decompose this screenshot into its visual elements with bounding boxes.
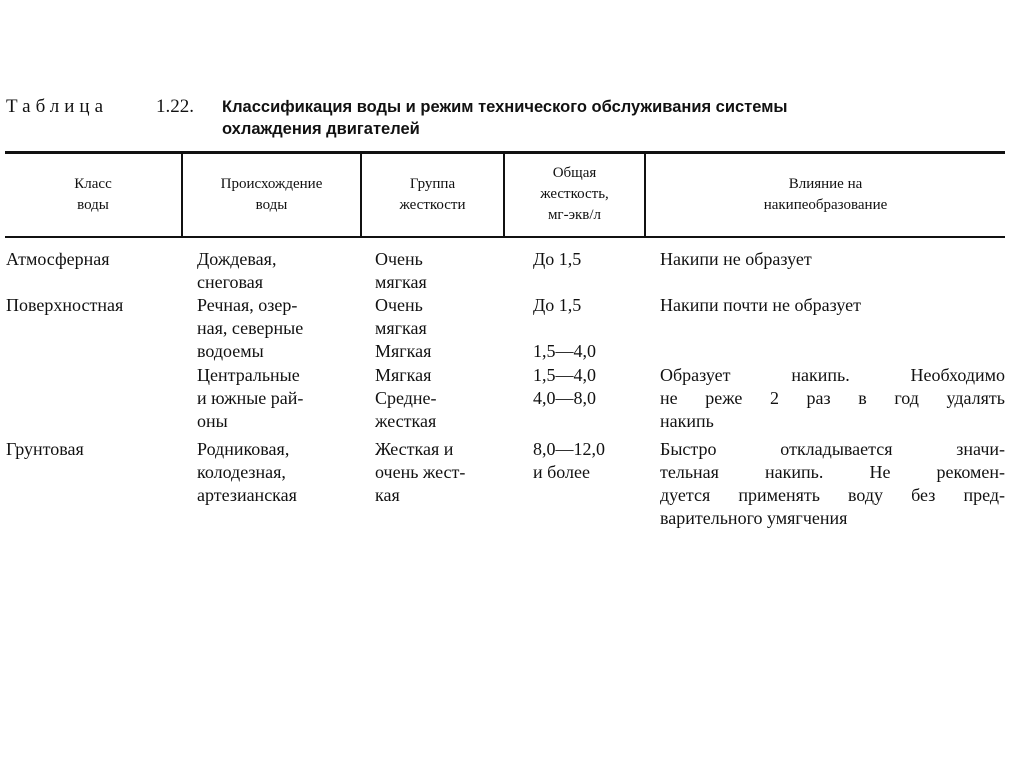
cell-text-line: Мягкая	[375, 365, 432, 385]
cell-text-line: оны	[197, 411, 228, 431]
caption-number: 1.22.	[156, 96, 194, 117]
cell-hardness-group	[375, 294, 500, 363]
cell-text-line: Образует накипь. Необходимо	[660, 365, 1005, 385]
cell-water-origin	[197, 364, 357, 433]
cell-text-line: Атмосферная	[6, 249, 110, 269]
cell-text-line: дуется применять воду без пред-	[660, 485, 1005, 505]
header-text-line: жесткости	[399, 196, 466, 213]
cell-text-line: Средне-	[375, 388, 437, 408]
header-water-class	[5, 152, 181, 237]
cell-hardness-group	[375, 438, 500, 507]
cell-text-line: 4,0—8,0	[533, 388, 596, 408]
cell-text-line: артезианская	[197, 485, 297, 505]
cell-hardness-group	[375, 364, 500, 433]
cell-water-origin	[197, 438, 357, 507]
cell-water-class	[6, 248, 176, 271]
cell-text-line: не реже 2 раз в год удалять	[660, 388, 1005, 408]
cell-text-line: снеговая	[197, 272, 264, 292]
cell-text-line: 1,5—4,0	[533, 365, 596, 385]
cell-text-line: Мягкая	[375, 341, 432, 361]
header-text-line: Класс	[74, 175, 112, 192]
header-water-origin	[183, 152, 360, 237]
cell-text-line: и южные рай-	[197, 388, 304, 408]
cell-water-origin	[197, 294, 357, 363]
cell-text-line: Родниковая,	[197, 439, 290, 459]
cell-scale-effect	[660, 248, 1005, 271]
header-scale-effect	[646, 152, 1005, 237]
cell-water-class	[6, 294, 176, 317]
cell-hardness-group	[375, 248, 500, 294]
header-total-hardness	[505, 152, 644, 237]
cell-text-line: варительного умягчения	[660, 508, 848, 528]
cell-text-line: Быстро откладывается значи-	[660, 439, 1005, 459]
cell-text-line: Грунтовая	[6, 439, 84, 459]
cell-text-line: Центральные	[197, 365, 300, 385]
cell-text-line: Накипи не образует	[660, 249, 812, 269]
header-text-line: Влияние на	[788, 175, 863, 192]
cell-text-line: колодезная,	[197, 462, 286, 482]
caption-title-line2: охлаждения двигателей	[222, 120, 420, 138]
cell-total-hardness	[533, 294, 638, 363]
cell-text-line: До 1,5	[533, 295, 582, 315]
cell-scale-effect	[660, 438, 1005, 530]
cell-text-line: тельная накипь. Не рекомен-	[660, 462, 1005, 482]
header-text-line: Группа	[409, 175, 456, 192]
cell-text-line: До 1,5	[533, 249, 582, 269]
cell-text-line: жесткая	[375, 411, 437, 431]
header-text-line: воды	[255, 196, 288, 213]
header-hardness-group	[362, 152, 503, 237]
cell-text-line: и более	[533, 462, 591, 482]
cell-total-hardness	[533, 438, 638, 484]
cell-text-line: Речная, озер-	[197, 295, 298, 315]
cell-text-line: Очень	[375, 295, 423, 315]
cell-text-line: очень жест-	[375, 462, 466, 482]
table-caption	[6, 96, 788, 138]
cell-text-line: мягкая	[375, 272, 427, 292]
cell-text-line: накипь	[660, 411, 714, 431]
caption-title-line1: Классификация воды и режим технического обслуживания системы	[222, 98, 788, 116]
cell-scale-effect	[660, 294, 1005, 317]
cell-total-hardness	[533, 248, 638, 271]
cell-text-line: водоемы	[197, 341, 264, 361]
cell-text-line: Очень	[375, 249, 423, 269]
cell-water-class	[6, 438, 176, 461]
cell-text-line: ная, северные	[197, 318, 304, 338]
cell-text-line: 1,5—4,0	[533, 341, 596, 361]
header-text-line: воды	[77, 196, 109, 213]
cell-total-hardness	[533, 364, 638, 410]
cell-text-line: 8,0—12,0	[533, 439, 605, 459]
cell-scale-effect	[660, 364, 1005, 433]
cell-text-line: кая	[375, 485, 400, 505]
cell-text-line: Жесткая и	[375, 439, 454, 459]
header-text-line: накипеобразование	[763, 196, 888, 213]
cell-text-line: мягкая	[375, 318, 427, 338]
header-text-line: жесткость,	[540, 186, 609, 202]
header-text-line: мг-экв/л	[547, 207, 602, 223]
cell-text-line: Дождевая,	[197, 249, 277, 269]
cell-text-line: Поверхностная	[6, 295, 124, 315]
cell-water-origin	[197, 248, 357, 294]
cell-text-line	[533, 317, 638, 340]
caption-label: Таблица	[6, 96, 109, 117]
cell-text-line: Накипи почти не образует	[660, 295, 861, 315]
header-text-line: Общая	[552, 165, 597, 181]
header-text-line: Происхождение	[220, 175, 323, 192]
